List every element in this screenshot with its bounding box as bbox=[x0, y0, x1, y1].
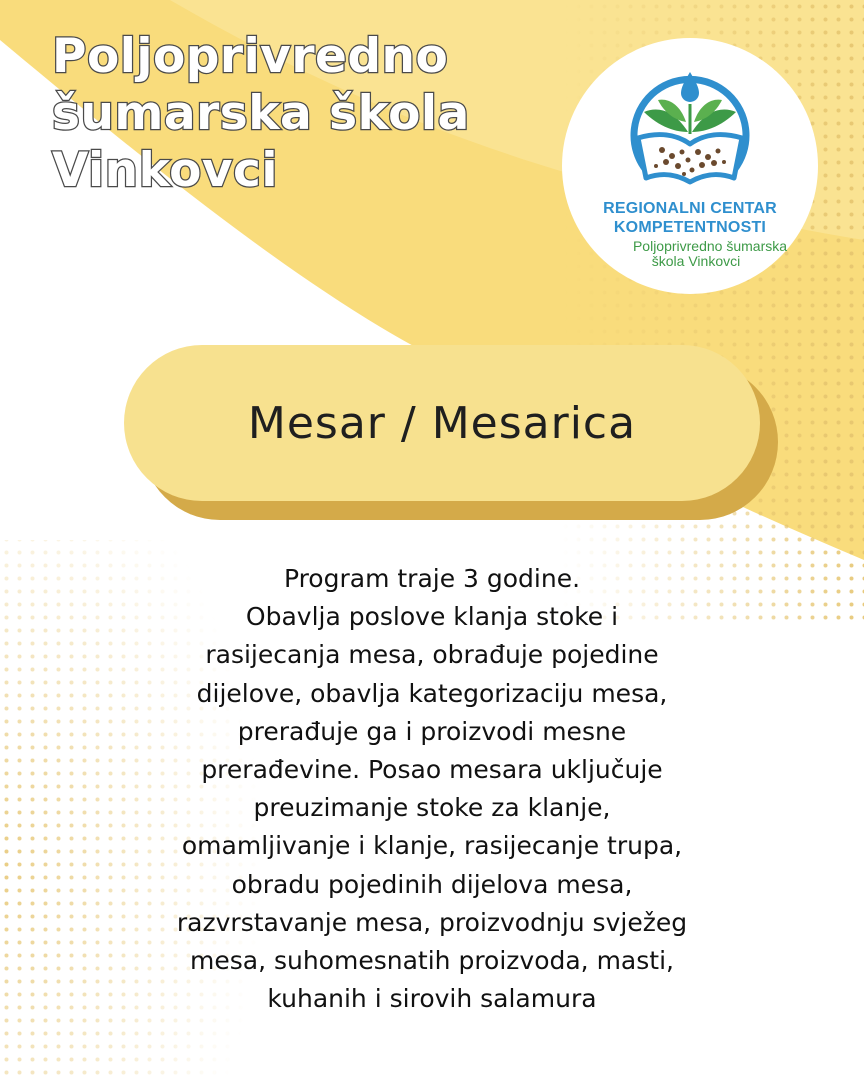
description-line: dijelove, obavlja kategorizaciju mesa, bbox=[196, 678, 668, 708]
logo-text-line1: REGIONALNI CENTAR bbox=[603, 200, 777, 217]
school-title-line: šumarska škola bbox=[52, 86, 470, 141]
program-description bbox=[60, 560, 804, 1018]
school-logo bbox=[562, 38, 818, 294]
logo-text-line2: KOMPETENTNOSTI bbox=[613, 219, 767, 236]
description-line: razvrstavanje mesa, proizvodnju svježeg bbox=[176, 907, 688, 937]
description-line: prerađuje ga i proizvodi mesne bbox=[237, 716, 627, 746]
school-title-line: Poljoprivredno bbox=[52, 29, 449, 84]
description-line: kuhanih i sirovih salamura bbox=[267, 984, 597, 1014]
description-line: prerađevine. Posao mesara uključuje bbox=[201, 755, 663, 785]
description-line: Obavlja poslove klanja stoke i bbox=[245, 602, 619, 632]
description-line: rasijecanja mesa, obrađuje pojedine bbox=[205, 640, 659, 670]
school-title bbox=[52, 28, 470, 199]
description-line: omamljivanje i klanje, rasijecanje trupa, bbox=[181, 831, 683, 861]
program-title: Mesar / Mesarica bbox=[247, 397, 637, 449]
title-banner bbox=[124, 345, 760, 501]
logo-subtext-line1: Poljoprivredno šumarska bbox=[632, 238, 788, 254]
description-line: obradu pojedinih dijelova mesa, bbox=[231, 869, 633, 899]
logo-subtext-line2: škola Vinkovci bbox=[651, 253, 741, 269]
school-title-line: Vinkovci bbox=[52, 143, 279, 198]
book-plant-icon bbox=[624, 62, 756, 202]
description-line: Program traje 3 godine. bbox=[283, 564, 581, 593]
description-line: mesa, suhomesnatih proizvoda, masti, bbox=[190, 946, 674, 976]
description-line: preuzimanje stoke za klanje, bbox=[253, 793, 611, 823]
